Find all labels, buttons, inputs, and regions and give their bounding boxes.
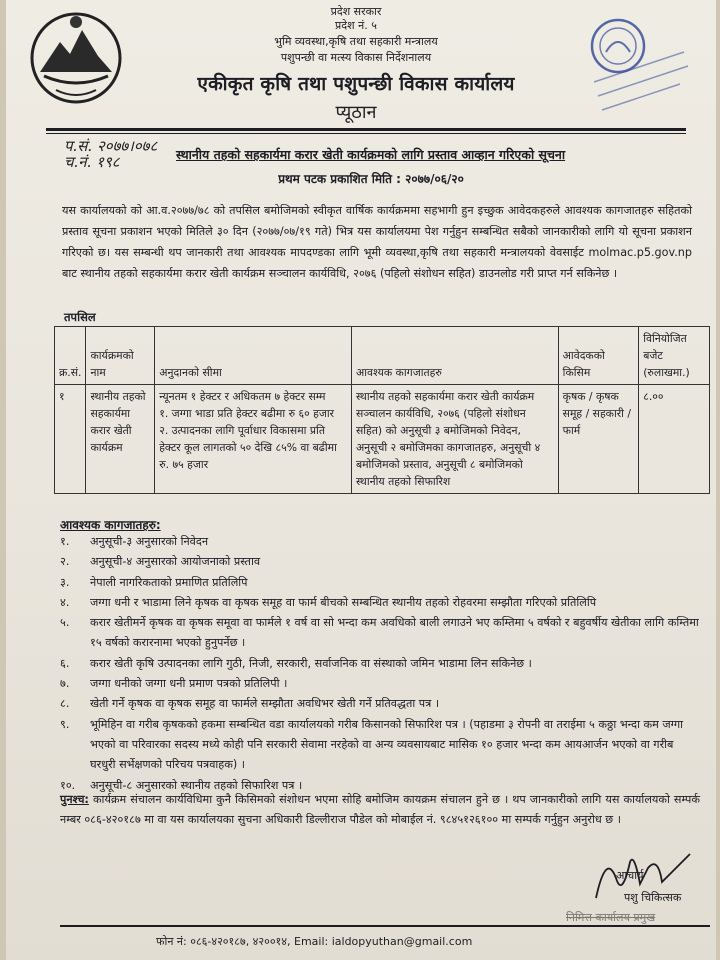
- office-stamp-icon: [584, 12, 692, 116]
- col-header-limit: अनुदानको सीमा: [155, 327, 352, 385]
- item-text: करार खेतीमर्ने कृषक वा कृषक समूवा वा फार्मले १ वर्ष वा सो भन्दा कम अवधिको बाली लगाउने भए कम्तिमा ५ वर्षको र बहुवर्षीय खेतीका लागि कम्तिमा १५ वर्षको करारनामा भएको हुनुपर्नेछ ।: [90, 616, 699, 650]
- cell-budget: ८.००: [639, 385, 710, 494]
- item-number: २.: [60, 555, 70, 569]
- footer-divider: [60, 925, 710, 927]
- item-text: नेपाली नागरिकताको प्रमाणित प्रतिलिपि: [90, 575, 248, 589]
- col-header-budget: विनियोजित बजेट (रुलाखमा.): [639, 327, 710, 385]
- list-item: [60, 715, 700, 776]
- item-number: ४.: [60, 595, 70, 609]
- item-text: खेती गर्ने कृषक वा कृषक समूह वा फार्मले सम्झौता अवधिभर खेती गर्ने प्रतिवद्धता पत्र ।: [90, 697, 440, 711]
- list-item: [60, 674, 700, 694]
- col-header-program: कार्यक्रमको नाम: [86, 327, 155, 385]
- header-line-4: पशुपन्छी वा मत्स्य विकास निर्देशनालय: [280, 51, 432, 64]
- postscript-text: कार्यक्रम संचालन कार्यविधिमा कुनै किसिमको संशोधन भएमा सोहि बमोजिम कायक्रम संचालन हुने छ । थप जानकारीको लागि यस कार्यालयको सम्पर्क नम्बर ०८६-४२०१८७ मा वा यस कार्यालयका सुचना अधिकारी डिल्लीराज पौडेल को मोबाईल नं. ९८४५१२६१०० मा सम्पर्क गर्नुहुन अनुरोध छ ।: [60, 793, 700, 826]
- item-text: जग्गा धनी र भाडामा लिने कृषक वा कृषक समूह वा फार्म बीचको सम्बन्धित स्थानीय तहको रोहवरमा सम्झौता गरिएको प्रतिलिपि: [90, 595, 597, 609]
- item-number: ६.: [60, 656, 70, 670]
- table-row: [55, 385, 710, 494]
- item-number: १०.: [60, 778, 76, 792]
- header-line-2: प्रदेश नं. ५: [335, 19, 377, 32]
- limit-range: न्यूनतम १ हेक्टर र अधिकतम ७ हेक्टर सम्म: [159, 390, 326, 403]
- notice-title: स्थानीय तहको सहकार्यमा करार खेती कार्यक्रमको लागि प्रस्ताव आव्हान गरिएको सूचना: [176, 147, 566, 162]
- item-number: ८.: [60, 697, 70, 711]
- program-table: [54, 326, 710, 494]
- dispatch-number: च.नं. १९८: [64, 153, 120, 171]
- item-text: अनुसूची-४ अनुसारको आयोजनाको प्रस्ताव: [90, 555, 261, 569]
- list-item: [60, 613, 700, 654]
- office-name: एकीकृत कृषि तथा पशुपन्छी विकास कार्यालय: [197, 73, 515, 95]
- item-text: अनुसूची-३ अनुसारको निवेदन: [90, 535, 209, 548]
- item-text: करार खेती कृषि उत्पादनका लागि गुठी, निजी, सरकारी, सर्वाजनिक वा संस्थाको जमिन भाडामा लिन सकिनेछ ।: [90, 656, 532, 670]
- col-header-docs: आवश्यक कागजातहरु: [351, 327, 558, 385]
- office-head-stamp: निमित्त कार्यालय प्रमुख: [566, 911, 656, 924]
- item-number: ३.: [60, 575, 70, 589]
- postscript: [60, 790, 700, 830]
- cell-docs: स्थानीय तहको सहकार्यमा करार खेती कार्यक्रम सञ्चालन कार्यविधि, २०७६ (पहिलो संशोधन सहित) को अनुसूची ३ बमोजिमको निवेदन, अनुसूची २ बमोजिमका कागजातहरु, अनुसूची ४ बमोजिमको प्रस्ताव, अनुसूची ८ बमोजिमको स्थानीय तहको सिफारिश: [351, 385, 558, 494]
- cell-limit: [155, 385, 352, 494]
- item-number: ५.: [60, 616, 70, 630]
- footer-contact: फोन नं: ०८६-४२०१८७, ४२००१४, Email: ialdopyuthan@gmail.com: [156, 935, 473, 948]
- table-header-row: [55, 327, 710, 385]
- limit-land-rent: १. जग्गा भाडा प्रति हेक्टर बढीमा रु ६० हजार: [159, 407, 335, 420]
- list-item: [60, 654, 700, 674]
- cell-program: स्थानीय तहको सहकार्यमा करार खेती कार्यक्रम: [86, 385, 155, 494]
- item-text: अनुसूची-८ अनुसारको स्थानीय तहको सिफारिश पत्र ।: [90, 778, 303, 792]
- header-line-3: भुमि व्यवस्था,कृषि तथा सहकारी मन्त्रालय: [274, 35, 438, 48]
- col-header-applicant: आवेदकको किसिम: [558, 327, 639, 385]
- item-number: ७.: [60, 677, 70, 691]
- notice-paragraph: यस कार्यालयको को आ.व.२०७७/७८ को तपसिल बमोजिमको स्वीकृत वार्षिक कार्यक्रममा सहभागी हुन इच्छुक आवेदकहरुले आवश्यक कागजातहरु सहितको प्रस्ताव सूचना प्रकाशन भएको मितिले ३० दिन (२०७७/०७/१९ गते) भित्र यस कार्यालयमा पेश गर्नुहुन सम्बन्धित सबैको जानकारीको लागि यो सूचना प्रकाशन गरिएको छ। यस सम्बन्धी थप जानकारी तथा आवश्यक मापदण्डका लागि भूमी व्यवस्था,कृषि तथा सहकारी मन्त्रालयको वेवसाईट molmac.p5.gov.np बाट स्थानीय तहको सहकार्यमा करार खेती कार्यक्रम सञ्चालन कार्यविधि, २०७६ (पहिलो संशोधन सहित) डाउनलोड गरी प्राप्त गर्न सकिनेछ ।: [62, 204, 692, 280]
- col-header-sn: क्र.सं.: [55, 327, 86, 385]
- list-item: [60, 593, 700, 613]
- published-date: प्रथम पटक प्रकाशित मिति : २०७७/०६/२०: [278, 172, 464, 186]
- header-line-1: प्रदेश सरकार: [330, 5, 382, 18]
- list-item: [60, 573, 700, 593]
- limit-infrastructure: २. उत्पादनका लागि पूर्वाधार विकासमा प्रति हेक्टर कूल लागतको ५० देखि ८५% वा बढीमा रु. ७५ हजार: [159, 424, 337, 471]
- schedule-label: तपसिल: [64, 310, 96, 324]
- list-item: [60, 532, 700, 552]
- header-divider: [46, 128, 686, 131]
- header-divider-thin: [46, 133, 686, 134]
- signatory-title: पशु चिकित्सक: [624, 891, 682, 904]
- item-text: भूमिहिन वा गरीब कृषकको हकमा सम्बन्धित वडा कार्यालयको गरीब किसानको सिफारिश पत्र । (पहाडमा ३ रोपनी वा तराईमा ५ कठ्ठा भन्दा कम जग्गा भएको वा परिवारका सदस्य मध्ये कोही पनि सरकारी सेवामा नरहेको वा अन्य व्यवसायबाट मासिक १० हजार भन्दा कम आयआर्जन भएको वा गरीब घरधुरी सर्भेक्षणको परिचय पत्रवाहक) ।: [90, 717, 684, 772]
- notice-document: [6, 0, 716, 960]
- list-item: [60, 552, 700, 572]
- item-text: जग्गा धनीको जग्गा धनी प्रमाण पत्रको प्रतिलिपी ।: [90, 677, 288, 691]
- nepal-emblem-icon: [26, 6, 126, 106]
- signatory-name: आचार्य: [616, 869, 644, 882]
- postscript-label: पुनश्च:: [60, 793, 89, 806]
- office-location: प्यूठान: [335, 102, 377, 123]
- cell-applicant: कृषक / कृषक समूह / सहकारी / फार्म: [558, 385, 639, 494]
- item-number: १.: [60, 535, 70, 548]
- list-item: [60, 694, 700, 714]
- item-number: ९.: [60, 717, 70, 731]
- cell-sn: १: [55, 385, 86, 494]
- reference-number: प.सं. २०७७।०७८: [64, 137, 158, 155]
- requirements-heading: आवश्यक कागजातहरु:: [60, 518, 161, 532]
- requirements-list: [60, 532, 700, 796]
